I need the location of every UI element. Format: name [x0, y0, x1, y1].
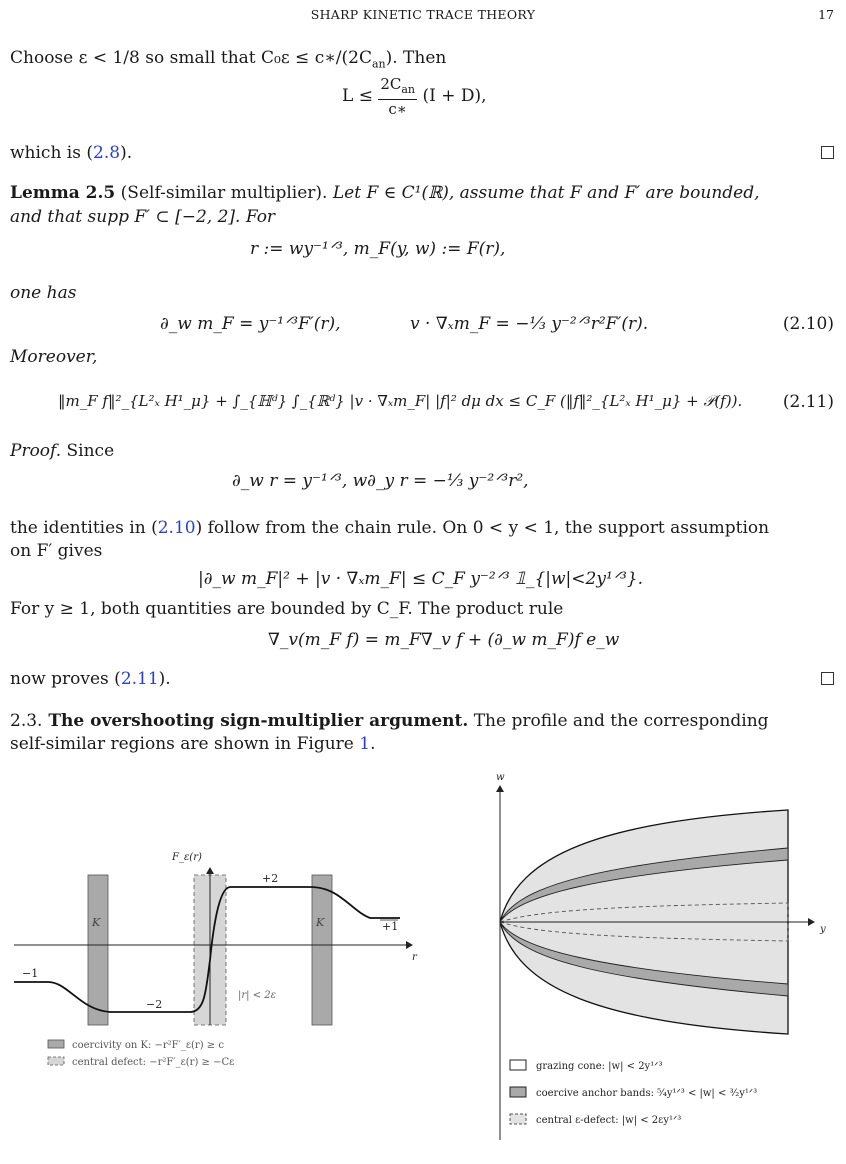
- eq-2-11: ‖m_F f‖²_{L²ₓ H¹_μ} + ∫_{ℍᵈ} ∫_{ℝᵈ} |v · ∇ₓm_F| |f|² dμ dx ≤ C_F (‖f‖²_{L²ₓ H¹_μ} + 𝒫(f)).: [58, 392, 743, 410]
- section-body-line2: self-similar regions are shown in Figure 1.: [10, 734, 376, 754]
- ref-2-8[interactable]: 2.8: [93, 143, 121, 163]
- proof-line-c: For y ≥ 1, both quantities are bounded by C_F. The product rule: [10, 599, 564, 619]
- legend-grazing-cone: grazing cone: |w| < 2y¹ᐟ³: [536, 1061, 663, 1072]
- proof-line-b: on F′ gives: [10, 541, 103, 561]
- proof-line-d: now proves (2.11).: [10, 669, 171, 689]
- eq-2-11-number: (2.11): [782, 392, 834, 412]
- k-label-right: K: [316, 916, 325, 929]
- figure-regions: [478, 760, 838, 1160]
- y-axis-label: F_ε(r): [172, 852, 202, 863]
- y-axis-label: y: [820, 924, 826, 935]
- w-axis-label: w: [496, 772, 505, 783]
- page-number: 17: [818, 7, 834, 22]
- one-has: one has: [10, 283, 77, 303]
- section-title: The overshooting sign-multiplier argument.: [42, 711, 469, 731]
- legend-coercivity: coercivity on K: −r²F′_ε(r) ≥ c: [72, 1040, 224, 1051]
- running-title: SHARP KINETIC TRACE THEORY: [310, 7, 536, 22]
- qed-box: [821, 146, 834, 159]
- section-number: 2.3.: [10, 711, 43, 731]
- inequality-L: L ≤ $\frac{2C_{an}}{c∗}$ (I + D),: [342, 75, 487, 118]
- definition-r-mF: r := wy⁻¹ᐟ³, m_F(y, w) := F(r),: [250, 239, 506, 259]
- choose-epsilon-line: Choose ε < 1/8 so small that $C_0\varepsilon \le c∗/(2C_{an})$. Then: [10, 48, 447, 71]
- proof-label: Proof.: [10, 441, 62, 461]
- lemma-statement-line2: and that supp F′ ⊂ [−2, 2]. For: [10, 207, 276, 227]
- defect-label: |r| < 2ε: [238, 990, 276, 1001]
- section-heading-line: 2.3. The overshooting sign-multiplier argument. The profile and the corresponding: [10, 711, 769, 731]
- which-is-line: which is (2.8).: [10, 143, 133, 163]
- legend-epsilon-defect: central ε-defect: |w| < 2εy¹ᐟ³: [536, 1115, 682, 1126]
- eq-product-rule: ∇_v(m_F f) = m_F∇_v f + (∂_w m_F)f e_w: [268, 630, 620, 650]
- eq-2-10-right: v · ∇ₓm_F = −⅓ y⁻²ᐟ³r²F′(r).: [410, 314, 649, 334]
- legend-central-defect: central defect: −r²F′_ε(r) ≥ −Cε: [72, 1057, 235, 1068]
- ref-2-11[interactable]: 2.11: [120, 669, 159, 689]
- eq-2-10-left: ∂_w m_F = y⁻¹ᐟ³F′(r),: [160, 314, 341, 334]
- k-label-left: K: [92, 916, 101, 929]
- k-band-right: [312, 875, 332, 1025]
- lemma-statement-line1: Lemma 2.5 (Self-similar multiplier). Let F ∈ C¹(ℝ), assume that F and F′ are bounded,: [10, 183, 760, 203]
- ref-2-10[interactable]: 2.10: [157, 518, 196, 538]
- eq-indicator-bound: |∂_w m_F|² + |v · ∇ₓm_F| ≤ C_F y⁻²ᐟ³ 𝟙_{|w|<2y¹ᐟ³}.: [198, 569, 643, 589]
- legend-swatch-defect: [48, 1057, 64, 1065]
- legend-swatch-k: [48, 1040, 64, 1048]
- legend-anchor-bands: coercive anchor bands: ⁵⁄₄y¹ᐟ³ < |w| < ³⁄₂y¹ᐟ³: [536, 1088, 758, 1099]
- legend-swatch-cone: [510, 1060, 526, 1070]
- fraction: $\frac{2C_{an}}{c∗}$: [380, 75, 416, 118]
- figure-profile: [10, 840, 450, 1090]
- k-band-left: [88, 875, 108, 1025]
- value-minus1: −1: [22, 967, 39, 980]
- lemma-label: Lemma 2.5: [10, 183, 116, 203]
- qed-box: [821, 672, 834, 685]
- ref-figure-1[interactable]: 1: [359, 734, 371, 754]
- eq-since: ∂_w r = y⁻¹ᐟ³, w∂_y r = −⅓ y⁻²ᐟ³r²,: [232, 471, 529, 491]
- proof-start: Proof. Since: [10, 441, 115, 461]
- x-axis-label: r: [412, 952, 417, 963]
- moreover: Moreover,: [10, 347, 98, 367]
- eq-2-10-number: (2.10): [782, 314, 834, 334]
- value-minus2: −2: [146, 998, 163, 1011]
- value-plus1: +1: [382, 920, 399, 933]
- value-plus2: +2: [262, 872, 279, 885]
- running-header: [0, 4, 846, 24]
- legend-swatch-defect: [510, 1114, 526, 1124]
- proof-line-a: the identities in (2.10) follow from the chain rule. On 0 < y < 1, the support assumption: [10, 518, 770, 538]
- legend-swatch-band: [510, 1087, 526, 1097]
